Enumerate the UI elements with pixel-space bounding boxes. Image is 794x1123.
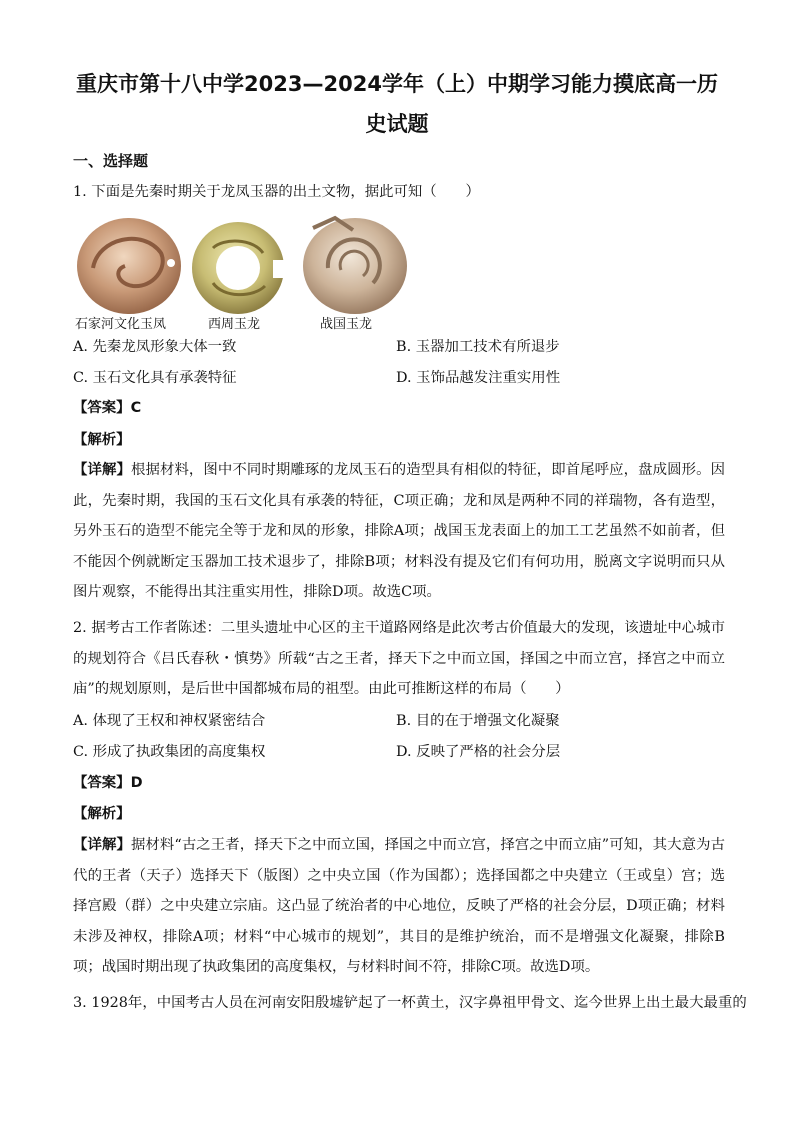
q2-answer: 【答案】D [73,775,143,791]
exam-title-line1: 重庆市第十八中学2023—2024学年（上）中期学习能力摸底高一历 [76,72,718,96]
jade-dragon-warring-states-icon [303,218,407,314]
q2-option-b: B. 目的在于增强文化凝聚 [396,713,560,729]
exam-title-line2: 史试题 [365,112,429,136]
q1-stem: 1. 下面是先秦时期关于龙凤玉器的出土文物，据此可知（ ） [73,184,480,200]
q1-detail [73,455,725,608]
q1-caption-2: 西周玉龙 [208,317,261,332]
q2-option-d: D. 反映了严格的社会分层 [396,744,561,760]
q1-option-c: C. 玉石文化具有承袭特征 [73,370,237,386]
q1-detail-text: 根据材料，图中不同时期雕琢的龙凤玉石的造型具有相似的特征，即首尾呼应，盘成圆形。因此，先秦时期，我国的玉石文化具有承袭的特征，C项正确；龙和凤是两种不同的祥瑞物，各有造型，另外玉石的造型不能完全等于龙和凤的形象，排除A项；战国玉龙表面上的加工工艺虽然不如前者，但不能因个例就断定玉器加工技术退步了，排除B项；材料没有提及它们有何功用，脱离文字说明而只从图片观察，不能得出其注重实用性，排除D项。故选C项。 [73,462,725,600]
q1-caption-3: 战国玉龙 [320,317,373,332]
q2-detail-label: 【详解】 [73,837,131,853]
q1-caption-1: 石家河文化玉凤 [75,317,167,332]
q2-option-c: C. 形成了执政集团的高度集权 [73,744,266,760]
q2-analysis-label: 【解析】 [73,806,131,822]
jade-artifacts-illustration [73,208,413,318]
q2-detail-text: 据材料“古之王者，择天下之中而立国，择国之中而立宫，择宫之中而立庙”可知，其大意为古代的王者（天子）选择天下（版图）之中央立国（作为国都）；选择国都之中央建立（王或皇）宫；选择宫殿（群）之中央建立宗庙。这凸显了统治者的中心地位，反映了严格的社会分层，D项正确；材料未涉及神权，排除A项；材料“中心城市的规划”，其目的是维护统治，而不是增强文化凝聚，排除B项；战国时期出现了执政集团的高度集权，与材料时间不符，排除C项。故选D项。 [73,837,725,975]
section-heading-choice: 一、选择题 [73,152,149,170]
q1-detail-label: 【详解】 [73,462,131,478]
q1-option-d: D. 玉饰品越发注重实用性 [396,370,561,386]
q2-detail [73,830,725,983]
q1-answer: 【答案】C [73,400,142,416]
q1-option-a: A. 先秦龙凤形象大体一致 [73,339,237,355]
q2-stem: 2. 据考古工作者陈述：二里头遗址中心区的主干道路网络是此次考古价值最大的发现，该遗址中心城市的规划符合《吕氏春秋・慎势》所载“古之王者，择天下之中而立国，择国之中而立宫，择宫之中而立庙”的规划原则，是后世中国都城布局的祖型。由此可推断这样的布局（ ） [73,620,725,697]
q3-stem: 3. 1928年，中国考古人员在河南安阳殷墟铲起了一杯黄土，汉字鼻祖甲骨文、迄今世界上出土最大最重的 [73,995,747,1011]
q2-option-a: A. 体现了王权和神权紧密结合 [73,713,266,729]
q1-analysis-label: 【解析】 [73,432,131,448]
jade-dragon-zhou-icon [192,222,287,314]
q1-option-b: B. 玉器加工技术有所退步 [396,339,560,355]
jade-phoenix-icon [77,218,181,314]
